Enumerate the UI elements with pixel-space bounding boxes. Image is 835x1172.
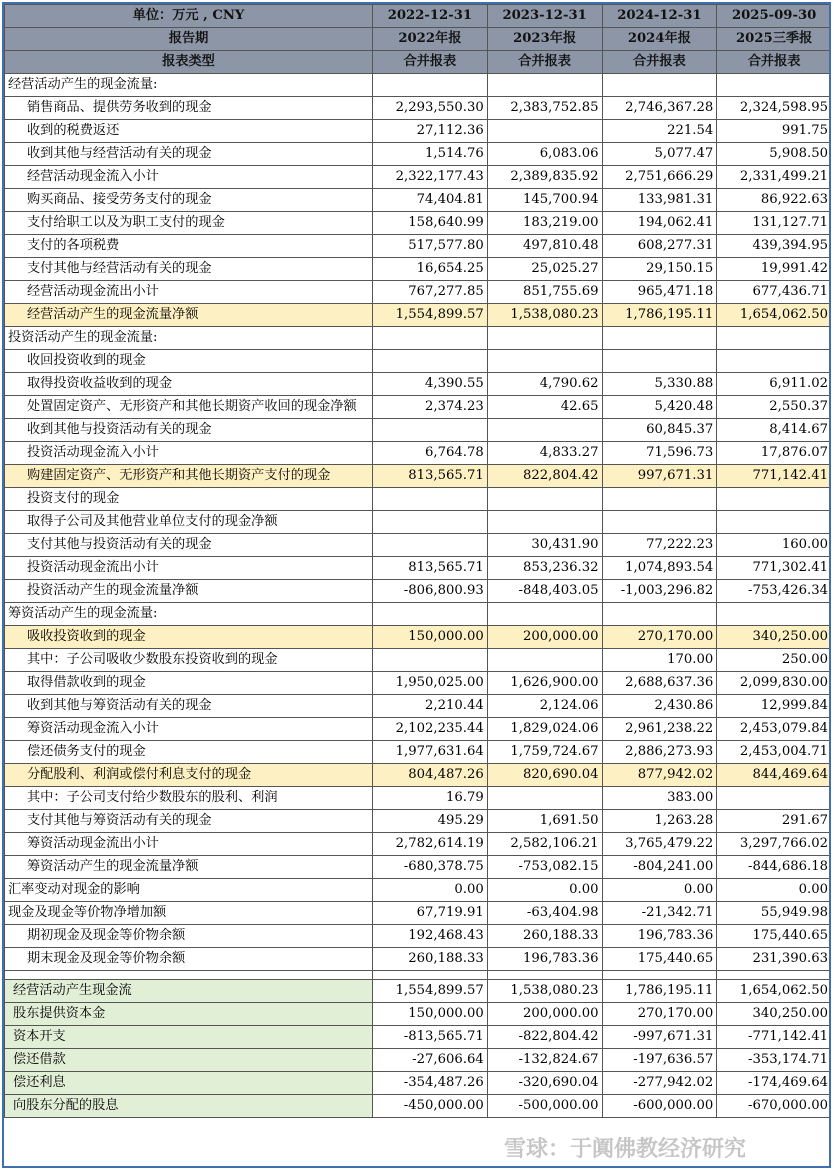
row-label: 收到的税费返还 — [5, 120, 373, 143]
header-row-periods — [5, 28, 832, 51]
table-row — [5, 465, 832, 488]
summary-value-cell: -354,487.26 — [373, 1072, 488, 1095]
value-cell: 2,688,637.36 — [602, 672, 717, 695]
value-cell — [487, 74, 602, 97]
row-label: 处置固定资产、无形资产和其他长期资产收回的现金净额 — [5, 396, 373, 419]
value-cell: 2,210.44 — [373, 695, 488, 718]
value-cell: 677,436.71 — [717, 281, 831, 304]
summary-value-cell: -197,636.57 — [602, 1049, 717, 1072]
value-cell: 6,083.06 — [487, 143, 602, 166]
value-cell: 2,389,835.92 — [487, 166, 602, 189]
value-cell: 2,746,367.28 — [602, 97, 717, 120]
spacer-cell — [5, 971, 373, 980]
spacer-cell — [602, 971, 717, 980]
value-cell: 3,765,479.22 — [602, 833, 717, 856]
value-cell: 2,102,235.44 — [373, 718, 488, 741]
value-cell: 1,654,062.50 — [717, 304, 831, 327]
value-cell — [717, 511, 831, 534]
value-cell: 997,671.31 — [602, 465, 717, 488]
table-row — [5, 143, 832, 166]
value-cell: 2,886,273.93 — [602, 741, 717, 764]
unit-label: 单位：万元 , CNY — [5, 5, 373, 28]
summary-row — [5, 980, 832, 1003]
value-cell — [373, 511, 488, 534]
table-row — [5, 189, 832, 212]
value-cell: 771,142.41 — [717, 465, 831, 488]
value-cell: 1,977,631.64 — [373, 741, 488, 764]
value-cell: -753,426.34 — [717, 580, 831, 603]
value-cell: 5,908.50 — [717, 143, 831, 166]
value-cell: 2,550.37 — [717, 396, 831, 419]
value-cell: 27,112.36 — [373, 120, 488, 143]
table-row — [5, 258, 832, 281]
table-row — [5, 419, 832, 442]
value-cell: 1,263.28 — [602, 810, 717, 833]
value-cell: 192,468.43 — [373, 925, 488, 948]
row-label: 汇率变动对现金的影响 — [5, 879, 373, 902]
row-label: 支付其他与投资活动有关的现金 — [5, 534, 373, 557]
value-cell: 495.29 — [373, 810, 488, 833]
summary-value-cell: 270,170.00 — [602, 1003, 717, 1026]
summary-value-cell: -997,671.31 — [602, 1026, 717, 1049]
value-cell: 1,829,024.06 — [487, 718, 602, 741]
row-label: 经营活动产生的现金流量: — [5, 74, 373, 97]
table-row — [5, 787, 832, 810]
value-cell: 260,188.33 — [487, 925, 602, 948]
value-cell: -753,082.15 — [487, 856, 602, 879]
value-cell: 175,440.65 — [717, 925, 831, 948]
value-cell — [602, 488, 717, 511]
table-row — [5, 442, 832, 465]
value-cell: 2,961,238.22 — [602, 718, 717, 741]
table-row — [5, 304, 832, 327]
cash-flow-sheet — [2, 2, 831, 1168]
value-cell: 0.00 — [373, 879, 488, 902]
value-cell: 67,719.91 — [373, 902, 488, 925]
value-cell: 231,390.63 — [717, 948, 831, 971]
summary-row — [5, 1003, 832, 1026]
value-cell: 804,487.26 — [373, 764, 488, 787]
table-row — [5, 580, 832, 603]
value-cell: 2,331,499.21 — [717, 166, 831, 189]
row-label: 偿还债务支付的现金 — [5, 741, 373, 764]
value-cell: 877,942.02 — [602, 764, 717, 787]
table-row — [5, 695, 832, 718]
summary-row — [5, 1072, 832, 1095]
value-cell: 4,390.55 — [373, 373, 488, 396]
date-cell: 2025-09-30 — [717, 5, 831, 28]
table-row — [5, 350, 832, 373]
value-cell: 2,453,004.71 — [717, 741, 831, 764]
summary-row — [5, 1095, 832, 1118]
table-row — [5, 534, 832, 557]
value-cell: 175,440.65 — [602, 948, 717, 971]
value-cell — [487, 649, 602, 672]
table-row — [5, 557, 832, 580]
value-cell: 260,188.33 — [373, 948, 488, 971]
row-label: 吸收投资收到的现金 — [5, 626, 373, 649]
summary-value-cell: 340,250.00 — [717, 1003, 831, 1026]
value-cell: 194,062.41 — [602, 212, 717, 235]
summary-label: 向股东分配的股息 — [5, 1095, 373, 1118]
summary-value-cell: 1,786,195.11 — [602, 980, 717, 1003]
row-label: 分配股利、利润或偿付利息支付的现金 — [5, 764, 373, 787]
value-cell: -806,800.93 — [373, 580, 488, 603]
value-cell: 74,404.81 — [373, 189, 488, 212]
value-cell: 1,074,893.54 — [602, 557, 717, 580]
value-cell: 183,219.00 — [487, 212, 602, 235]
value-cell: 1,538,080.23 — [487, 304, 602, 327]
value-cell: 0.00 — [487, 879, 602, 902]
value-cell — [373, 327, 488, 350]
value-cell: 2,383,752.85 — [487, 97, 602, 120]
row-label: 期初现金及现金等价物余额 — [5, 925, 373, 948]
value-cell — [487, 603, 602, 626]
value-cell: 2,751,666.29 — [602, 166, 717, 189]
table-row — [5, 488, 832, 511]
value-cell: 1,514.76 — [373, 143, 488, 166]
table-row — [5, 718, 832, 741]
value-cell: 200,000.00 — [487, 626, 602, 649]
section-spacer — [5, 971, 832, 980]
value-cell — [487, 120, 602, 143]
value-cell — [373, 603, 488, 626]
summary-value-cell: 1,538,080.23 — [487, 980, 602, 1003]
value-cell: 851,755.69 — [487, 281, 602, 304]
value-cell — [373, 74, 488, 97]
summary-value-cell: -27,606.64 — [373, 1049, 488, 1072]
row-label: 投资活动现金流出小计 — [5, 557, 373, 580]
value-cell: 2,124.06 — [487, 695, 602, 718]
value-cell: 150,000.00 — [373, 626, 488, 649]
value-cell — [717, 350, 831, 373]
row-label: 支付的各项税费 — [5, 235, 373, 258]
value-cell: 2,293,550.30 — [373, 97, 488, 120]
value-cell — [602, 511, 717, 534]
date-cell: 2022-12-31 — [373, 5, 488, 28]
value-cell — [602, 327, 717, 350]
value-cell: 291.67 — [717, 810, 831, 833]
value-cell: -680,378.75 — [373, 856, 488, 879]
value-cell: 2,324,598.95 — [717, 97, 831, 120]
value-cell — [602, 350, 717, 373]
row-label: 取得借款收到的现金 — [5, 672, 373, 695]
row-label: 筹资活动产生的现金流量: — [5, 603, 373, 626]
row-label: 收回投资收到的现金 — [5, 350, 373, 373]
value-cell: 77,222.23 — [602, 534, 717, 557]
row-label: 购建固定资产、无形资产和其他长期资产支付的现金 — [5, 465, 373, 488]
summary-label: 偿还借款 — [5, 1049, 373, 1072]
row-label: 投资活动产生的现金流量净额 — [5, 580, 373, 603]
spacer-cell — [373, 971, 488, 980]
value-cell: 16,654.25 — [373, 258, 488, 281]
type-cell: 合并报表 — [602, 51, 717, 74]
table-row — [5, 856, 832, 879]
value-cell: 86,922.63 — [717, 189, 831, 212]
row-label: 投资支付的现金 — [5, 488, 373, 511]
value-cell — [602, 603, 717, 626]
value-cell: 6,764.78 — [373, 442, 488, 465]
value-cell: 12,999.84 — [717, 695, 831, 718]
summary-value-cell: 200,000.00 — [487, 1003, 602, 1026]
table-row — [5, 833, 832, 856]
table-row — [5, 97, 832, 120]
value-cell: 1,759,724.67 — [487, 741, 602, 764]
table-row — [5, 902, 832, 925]
value-cell: 608,277.31 — [602, 235, 717, 258]
value-cell: 2,322,177.43 — [373, 166, 488, 189]
value-cell — [487, 787, 602, 810]
value-cell: 29,150.15 — [602, 258, 717, 281]
table-row — [5, 672, 832, 695]
date-cell: 2024-12-31 — [602, 5, 717, 28]
value-cell — [373, 419, 488, 442]
table-row — [5, 396, 832, 419]
table-row — [5, 235, 832, 258]
value-cell: 5,420.48 — [602, 396, 717, 419]
table-row — [5, 511, 832, 534]
value-cell: 383.00 — [602, 787, 717, 810]
value-cell: -63,404.98 — [487, 902, 602, 925]
summary-value-cell: -353,174.71 — [717, 1049, 831, 1072]
row-label: 其中：子公司支付给少数股东的股利、利润 — [5, 787, 373, 810]
table-row — [5, 741, 832, 764]
row-label: 期末现金及现金等价物余额 — [5, 948, 373, 971]
table-row — [5, 764, 832, 787]
table-row — [5, 327, 832, 350]
summary-label: 股东提供资本金 — [5, 1003, 373, 1026]
value-cell: 2,782,614.19 — [373, 833, 488, 856]
table-row — [5, 626, 832, 649]
table-row — [5, 120, 832, 143]
value-cell: 196,783.36 — [487, 948, 602, 971]
value-cell: 813,565.71 — [373, 557, 488, 580]
value-cell: 497,810.48 — [487, 235, 602, 258]
value-cell: -848,403.05 — [487, 580, 602, 603]
header-row-dates — [5, 5, 832, 28]
value-cell: 991.75 — [717, 120, 831, 143]
summary-label: 偿还利息 — [5, 1072, 373, 1095]
value-cell — [717, 74, 831, 97]
summary-value-cell: -670,000.00 — [717, 1095, 831, 1118]
value-cell: 1,554,899.57 — [373, 304, 488, 327]
value-cell — [373, 649, 488, 672]
value-cell: 1,691.50 — [487, 810, 602, 833]
table-row — [5, 373, 832, 396]
value-cell: 6,911.02 — [717, 373, 831, 396]
table-row — [5, 948, 832, 971]
table-row — [5, 925, 832, 948]
row-label: 购买商品、接受劳务支付的现金 — [5, 189, 373, 212]
value-cell: 767,277.85 — [373, 281, 488, 304]
table-row — [5, 166, 832, 189]
value-cell — [487, 350, 602, 373]
row-label: 取得投资收益收到的现金 — [5, 373, 373, 396]
value-cell: 131,127.71 — [717, 212, 831, 235]
row-label: 收到其他与筹资活动有关的现金 — [5, 695, 373, 718]
summary-value-cell: -277,942.02 — [602, 1072, 717, 1095]
value-cell — [487, 488, 602, 511]
value-cell: 196,783.36 — [602, 925, 717, 948]
row-label: 支付其他与筹资活动有关的现金 — [5, 810, 373, 833]
row-label: 经营活动现金流入小计 — [5, 166, 373, 189]
summary-value-cell: 1,654,062.50 — [717, 980, 831, 1003]
summary-row — [5, 1049, 832, 1072]
spacer-cell — [487, 971, 602, 980]
row-label: 经营活动产生的现金流量净额 — [5, 304, 373, 327]
watermark-text: 雪球：于阗佛教经济研究 — [504, 1137, 747, 1162]
table-row — [5, 603, 832, 626]
value-cell: 8,414.67 — [717, 419, 831, 442]
value-cell: 250.00 — [717, 649, 831, 672]
value-cell: 0.00 — [602, 879, 717, 902]
value-cell: 160.00 — [717, 534, 831, 557]
value-cell: 439,394.95 — [717, 235, 831, 258]
row-label: 投资活动产生的现金流量: — [5, 327, 373, 350]
type-cell: 合并报表 — [487, 51, 602, 74]
period-cell: 2025三季报 — [717, 28, 831, 51]
value-cell: 25,025.27 — [487, 258, 602, 281]
value-cell: 158,640.99 — [373, 212, 488, 235]
value-cell: 0.00 — [717, 879, 831, 902]
value-cell: 55,949.98 — [717, 902, 831, 925]
value-cell — [717, 327, 831, 350]
value-cell — [487, 511, 602, 534]
table-row — [5, 879, 832, 902]
value-cell — [602, 74, 717, 97]
value-cell: 771,302.41 — [717, 557, 831, 580]
value-cell: 60,845.37 — [602, 419, 717, 442]
value-cell — [717, 787, 831, 810]
summary-value-cell: -771,142.41 — [717, 1026, 831, 1049]
row-label: 经营活动现金流出小计 — [5, 281, 373, 304]
value-cell: 71,596.73 — [602, 442, 717, 465]
value-cell: 853,236.32 — [487, 557, 602, 580]
row-label: 筹资活动现金流出小计 — [5, 833, 373, 856]
row-label: 收到其他与投资活动有关的现金 — [5, 419, 373, 442]
value-cell: 844,469.64 — [717, 764, 831, 787]
value-cell: 2,099,830.00 — [717, 672, 831, 695]
row-label: 投资活动现金流入小计 — [5, 442, 373, 465]
summary-label: 经营活动产生现金流 — [5, 980, 373, 1003]
cash-flow-table — [4, 4, 831, 1118]
value-cell — [717, 488, 831, 511]
period-label: 报告期 — [5, 28, 373, 51]
value-cell: 3,297,766.02 — [717, 833, 831, 856]
type-label: 报表类型 — [5, 51, 373, 74]
date-cell: 2023-12-31 — [487, 5, 602, 28]
value-cell — [373, 488, 488, 511]
value-cell: 2,582,106.21 — [487, 833, 602, 856]
row-label: 其中：子公司吸收少数股东投资收到的现金 — [5, 649, 373, 672]
value-cell: -844,686.18 — [717, 856, 831, 879]
value-cell — [373, 350, 488, 373]
row-label: 筹资活动产生的现金流量净额 — [5, 856, 373, 879]
summary-label: 资本开支 — [5, 1026, 373, 1049]
value-cell: 340,250.00 — [717, 626, 831, 649]
summary-value-cell: -174,469.64 — [717, 1072, 831, 1095]
value-cell: 1,786,195.11 — [602, 304, 717, 327]
row-label: 销售商品、提供劳务收到的现金 — [5, 97, 373, 120]
value-cell: 170.00 — [602, 649, 717, 672]
summary-value-cell: -450,000.00 — [373, 1095, 488, 1118]
row-label: 取得子公司及其他营业单位支付的现金净额 — [5, 511, 373, 534]
summary-value-cell: -320,690.04 — [487, 1072, 602, 1095]
summary-value-cell: 150,000.00 — [373, 1003, 488, 1026]
table-row — [5, 212, 832, 235]
period-cell: 2022年报 — [373, 28, 488, 51]
value-cell: 1,950,025.00 — [373, 672, 488, 695]
value-cell: -21,342.71 — [602, 902, 717, 925]
period-cell: 2024年报 — [602, 28, 717, 51]
value-cell: 2,374.23 — [373, 396, 488, 419]
value-cell — [717, 603, 831, 626]
type-cell: 合并报表 — [373, 51, 488, 74]
value-cell: 4,833.27 — [487, 442, 602, 465]
summary-row — [5, 1026, 832, 1049]
summary-value-cell: -813,565.71 — [373, 1026, 488, 1049]
value-cell: 42.65 — [487, 396, 602, 419]
row-label: 现金及现金等价物净增加额 — [5, 902, 373, 925]
value-cell: 5,077.47 — [602, 143, 717, 166]
value-cell: 517,577.80 — [373, 235, 488, 258]
value-cell: 2,430.86 — [602, 695, 717, 718]
value-cell: 145,700.94 — [487, 189, 602, 212]
value-cell: 813,565.71 — [373, 465, 488, 488]
value-cell: 16.79 — [373, 787, 488, 810]
value-cell: 5,330.88 — [602, 373, 717, 396]
value-cell: -804,241.00 — [602, 856, 717, 879]
value-cell: 822,804.42 — [487, 465, 602, 488]
summary-value-cell: -600,000.00 — [602, 1095, 717, 1118]
row-label: 支付其他与经营活动有关的现金 — [5, 258, 373, 281]
value-cell: 17,876.07 — [717, 442, 831, 465]
summary-value-cell: 1,554,899.57 — [373, 980, 488, 1003]
summary-value-cell: -500,000.00 — [487, 1095, 602, 1118]
value-cell: 2,453,079.84 — [717, 718, 831, 741]
value-cell: 30,431.90 — [487, 534, 602, 557]
header-row-types — [5, 51, 832, 74]
summary-value-cell: -822,804.42 — [487, 1026, 602, 1049]
value-cell: 270,170.00 — [602, 626, 717, 649]
row-label: 支付给职工以及为职工支付的现金 — [5, 212, 373, 235]
row-label: 收到其他与经营活动有关的现金 — [5, 143, 373, 166]
value-cell: 221.54 — [602, 120, 717, 143]
value-cell: 4,790.62 — [487, 373, 602, 396]
table-row — [5, 281, 832, 304]
value-cell: 820,690.04 — [487, 764, 602, 787]
value-cell: 965,471.18 — [602, 281, 717, 304]
table-row — [5, 810, 832, 833]
row-label: 筹资活动现金流入小计 — [5, 718, 373, 741]
value-cell — [373, 534, 488, 557]
period-cell: 2023年报 — [487, 28, 602, 51]
value-cell — [487, 419, 602, 442]
spacer-cell — [717, 971, 831, 980]
value-cell — [487, 327, 602, 350]
value-cell: 19,991.42 — [717, 258, 831, 281]
summary-value-cell: -132,824.67 — [487, 1049, 602, 1072]
value-cell: -1,003,296.82 — [602, 580, 717, 603]
table-row — [5, 74, 832, 97]
value-cell: 1,626,900.00 — [487, 672, 602, 695]
table-row — [5, 649, 832, 672]
value-cell: 133,981.31 — [602, 189, 717, 212]
type-cell: 合并报表 — [717, 51, 831, 74]
